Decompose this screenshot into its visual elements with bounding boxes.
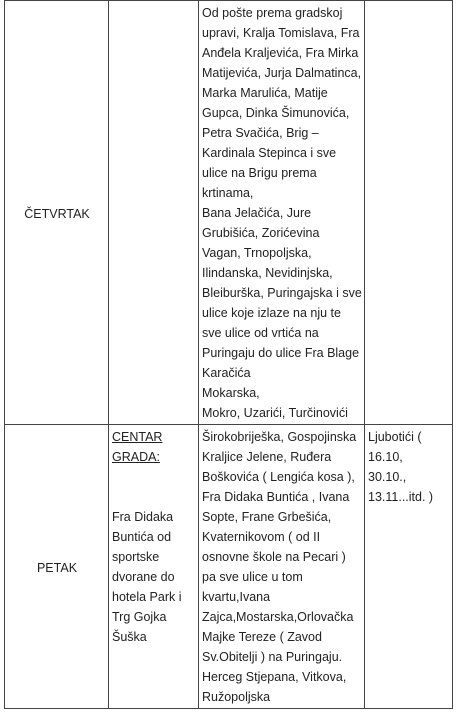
table-row-thursday xyxy=(5,1,453,425)
date-line: 16.10, xyxy=(368,450,403,464)
street-line: Zajca,Mostarska,Orlovačka xyxy=(202,610,354,624)
street-line: Matijevića, Jurja Dalmatinca, xyxy=(202,66,362,80)
center-line: dvorane do xyxy=(112,570,175,584)
street-line: Ružopoljska xyxy=(202,690,271,704)
schedule-table xyxy=(4,0,453,709)
street-line: Marka Marulića, Matije xyxy=(202,86,328,100)
street-line: Širokobriješka, Gospojinska xyxy=(202,430,357,444)
street-line: Bana Jelačića, Jure xyxy=(202,206,312,220)
street-line: Sopte, Frane Grbešića, xyxy=(202,510,332,524)
streets-cell xyxy=(199,425,365,709)
center-cell xyxy=(109,1,199,425)
street-line: Kraljice Jelene, Ruđera xyxy=(202,450,332,464)
center-line: sportske xyxy=(112,550,160,564)
street-line: Kvaternikovom ( od II xyxy=(202,530,321,544)
day-label: PETAK xyxy=(36,560,78,575)
street-line: Bleiburška, Puringajska i sve xyxy=(202,286,362,300)
center-line: Trg Gojka xyxy=(112,610,167,624)
street-line: upravi, Kralja Tomislava, Fra xyxy=(202,26,360,40)
center-title-line: GRADA: xyxy=(112,450,160,464)
center-title-line: CENTAR xyxy=(112,430,163,444)
street-line: Grubišića, Zorićevina xyxy=(202,226,320,240)
street-line: krtinama, xyxy=(202,186,254,200)
streets-cell xyxy=(199,1,365,425)
date-line: Ljubotići ( xyxy=(368,430,422,444)
street-line: pa sve ulice u tom xyxy=(202,570,303,584)
street-line: Puringaju do ulice Fra Blage xyxy=(202,346,360,360)
street-line: Karačića xyxy=(202,366,251,380)
street-line: Sv.Obitelji ) na Puringaju. xyxy=(202,650,343,664)
street-line: Anđela Kraljevića, Fra Mirka xyxy=(202,46,359,60)
center-line: Šuška xyxy=(112,630,147,644)
center-line: hotela Park i xyxy=(112,590,182,604)
street-line: kvartu,Ivana xyxy=(202,590,271,604)
street-line: Herceg Stjepana, Vitkova, xyxy=(202,670,347,684)
date-line: 13.11...itd. ) xyxy=(368,490,434,504)
center-line: Buntića od xyxy=(112,530,172,544)
street-line: sve ulice od vrtića na xyxy=(202,326,319,340)
street-line: Mokro, Uzarići, Turčinovići xyxy=(202,406,348,420)
spacer xyxy=(112,467,196,507)
center-line: Fra Didaka xyxy=(112,510,174,524)
street-line: Ilindanska, Nevidinjska, xyxy=(202,266,333,280)
street-line: ulice koje izlaze na nju te xyxy=(202,306,341,320)
street-line: Gupca, Dinka Šimunovića, xyxy=(202,106,350,120)
day-cell xyxy=(5,1,109,425)
street-line: ulice na Brigu prema xyxy=(202,166,317,180)
street-line: Vagan, Trnopoljska, xyxy=(202,246,312,260)
street-line: Majke Tereze ( Zavod xyxy=(202,630,322,644)
street-line: Fra Didaka Buntića , Ivana xyxy=(202,490,350,504)
center-cell xyxy=(109,425,199,709)
day-cell xyxy=(5,425,109,709)
street-line: Od pošte prema gradskoj xyxy=(202,6,343,20)
street-line: Mokarska, xyxy=(202,386,260,400)
street-line: Kardinala Stepinca i sve xyxy=(202,146,337,160)
dates-cell xyxy=(365,1,453,425)
dates-cell xyxy=(365,425,453,709)
street-line: osnovne škole na Pecari ) xyxy=(202,550,346,564)
street-line: Boškovića ( Lengića kosa ), xyxy=(202,470,355,484)
table-row-friday xyxy=(5,425,453,709)
date-line: 30.10., xyxy=(368,470,407,484)
street-line: Petra Svačića, Brig – xyxy=(202,126,319,140)
day-label: ČETVRTAK xyxy=(24,206,90,221)
